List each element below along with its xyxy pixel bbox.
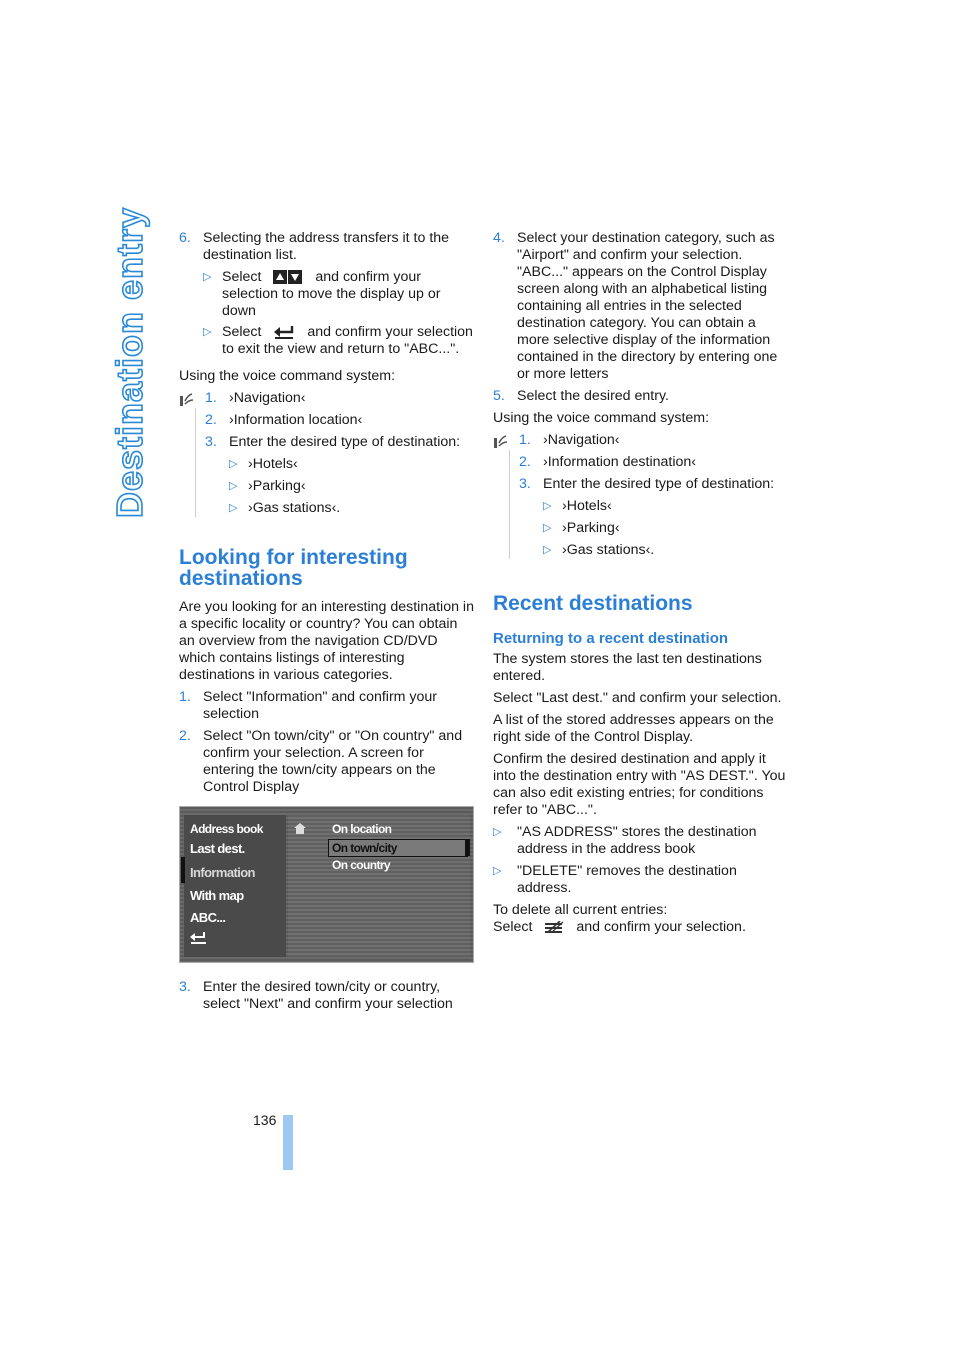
step-5: 5. Select the desired entry. [493, 388, 669, 404]
triangle-bullet-icon: ▷ [229, 458, 238, 470]
triangle-bullet-icon: ▷ [229, 502, 238, 514]
screen-option-on-town-city: On town/city [332, 841, 397, 855]
selection-marker [181, 857, 185, 883]
voice-command-icon [179, 392, 195, 408]
subheading-returning: Returning to a recent destination [493, 630, 729, 647]
screen-return-icon [189, 931, 207, 945]
voice-item-3: 3. Enter the desired type of destination: [205, 434, 461, 450]
triangle-bullet-icon: ▷ [493, 865, 502, 877]
screen-menu-abc: ABC... [190, 910, 226, 925]
voice-item-1: 1. ›Navigation‹ [519, 432, 620, 448]
voice-item-2: 2. ›Information destination‹ [519, 454, 696, 470]
triangle-bullet-icon: ▷ [543, 544, 552, 556]
page-marker-bar [283, 1115, 293, 1170]
voice-command-icon [493, 434, 509, 450]
control-display-screenshot [179, 806, 474, 963]
recent-para-4: Confirm the desired destination and apply it into the destination entry with "AS DEST.". You can also edit existing entries; for conditions refer to "ABC...". [493, 751, 786, 818]
recent-para-2: Select "Last dest." and confirm your selection. [493, 690, 782, 706]
voice-sub-gas: ▷ ›Gas stations‹. [543, 542, 655, 558]
voice-divider [509, 450, 510, 559]
scroll-marker [465, 839, 470, 856]
step-4: 4. Select your destination category, such as "Airport" and confirm your selection. "ABC..." appears on the Control Display screen along with an alphabetical listing containing all entries in the selected destination category. You can obtain a more selective display of the information contained in the directory by entering one or more letters [493, 230, 778, 382]
voice-divider [195, 408, 196, 517]
voice-sub-hotels: ▷ ›Hotels‹ [543, 498, 612, 514]
screen-menu-with-map: With map [190, 888, 244, 903]
recent-para-3: A list of the stored addresses appears on the right side of the Control Display. [493, 712, 774, 745]
delete-entries-icon [544, 921, 564, 933]
voice-command-block-right [493, 432, 788, 559]
return-arrow-icon [273, 324, 295, 340]
right-column [493, 230, 788, 941]
triangle-bullet-icon: ▷ [203, 326, 212, 338]
voice-sub-hotels: ▷ ›Hotels‹ [229, 456, 298, 472]
recent-para-1: The system stores the last ten destinations entered. [493, 651, 762, 684]
screen-menu-information: Information [190, 865, 255, 880]
voice-intro-right: Using the voice command system: [493, 410, 710, 426]
screen-home-icon [294, 823, 306, 834]
voice-item-2: 2. ›Information location‹ [205, 412, 363, 428]
left-column [179, 230, 474, 1018]
sub-step-return: ▷ Select and confirm your selection to exit the view and return to "ABC...". [203, 324, 473, 357]
screen-menu-last-dest: Last dest. [190, 841, 245, 856]
voice-item-1: 1. ›Navigation‹ [205, 390, 306, 406]
section-heading-interesting: Looking for interesting destinations [179, 546, 408, 590]
voice-command-block [179, 390, 474, 517]
step-6: 6. Selecting the address transfers it to the destination list. [179, 230, 450, 263]
section-heading-recent: Recent destinations [493, 592, 693, 615]
triangle-bullet-icon: ▷ [543, 500, 552, 512]
voice-sub-gas: ▷ ›Gas stations‹. [229, 500, 341, 516]
voice-item-3: 3. Enter the desired type of destination: [519, 476, 775, 492]
voice-sub-parking: ▷ ›Parking‹ [543, 520, 620, 536]
triangle-bullet-icon: ▷ [229, 480, 238, 492]
up-down-arrows-icon [273, 270, 303, 284]
step-3: 3. Enter the desired town/city or country, select "Next" and confirm your selection [179, 979, 453, 1012]
bullet-delete: ▷ "DELETE" removes the destination address. [493, 863, 737, 896]
voice-sub-parking: ▷ ›Parking‹ [229, 478, 306, 494]
screen-option-on-country: On country [332, 858, 391, 872]
triangle-bullet-icon: ▷ [543, 522, 552, 534]
screen-option-on-location: On location [332, 822, 392, 836]
side-title-text: Destination entry [109, 206, 151, 518]
step-2: 2. Select "On town/city" or "On country" and confirm your selection. A screen for entering the town/city appears on the Control Display [179, 728, 463, 795]
intro-paragraph: Are you looking for an interesting destination in a specific locality or country? You can obtain an overview from the navigation CD/DVD which contains listings of interesting destinations in various categories. [179, 599, 474, 683]
screen-menu-address-book: Address book [190, 822, 263, 836]
sub-step-up-down: ▷ Select and confirm your selection to move the display up or down [203, 269, 441, 319]
voice-intro: Using the voice command system: [179, 368, 396, 384]
bullet-as-address: ▷ "AS ADDRESS" stores the destination address in the address book [493, 824, 757, 857]
triangle-bullet-icon: ▷ [493, 826, 502, 838]
delete-instruction: Select and confirm your selection. [493, 919, 746, 935]
side-title [108, 206, 152, 518]
triangle-bullet-icon: ▷ [203, 271, 212, 283]
step-1: 1. Select "Information" and confirm your selection [179, 689, 438, 722]
page-number: 136 [253, 1112, 277, 1128]
delete-intro: To delete all current entries: [493, 902, 668, 918]
